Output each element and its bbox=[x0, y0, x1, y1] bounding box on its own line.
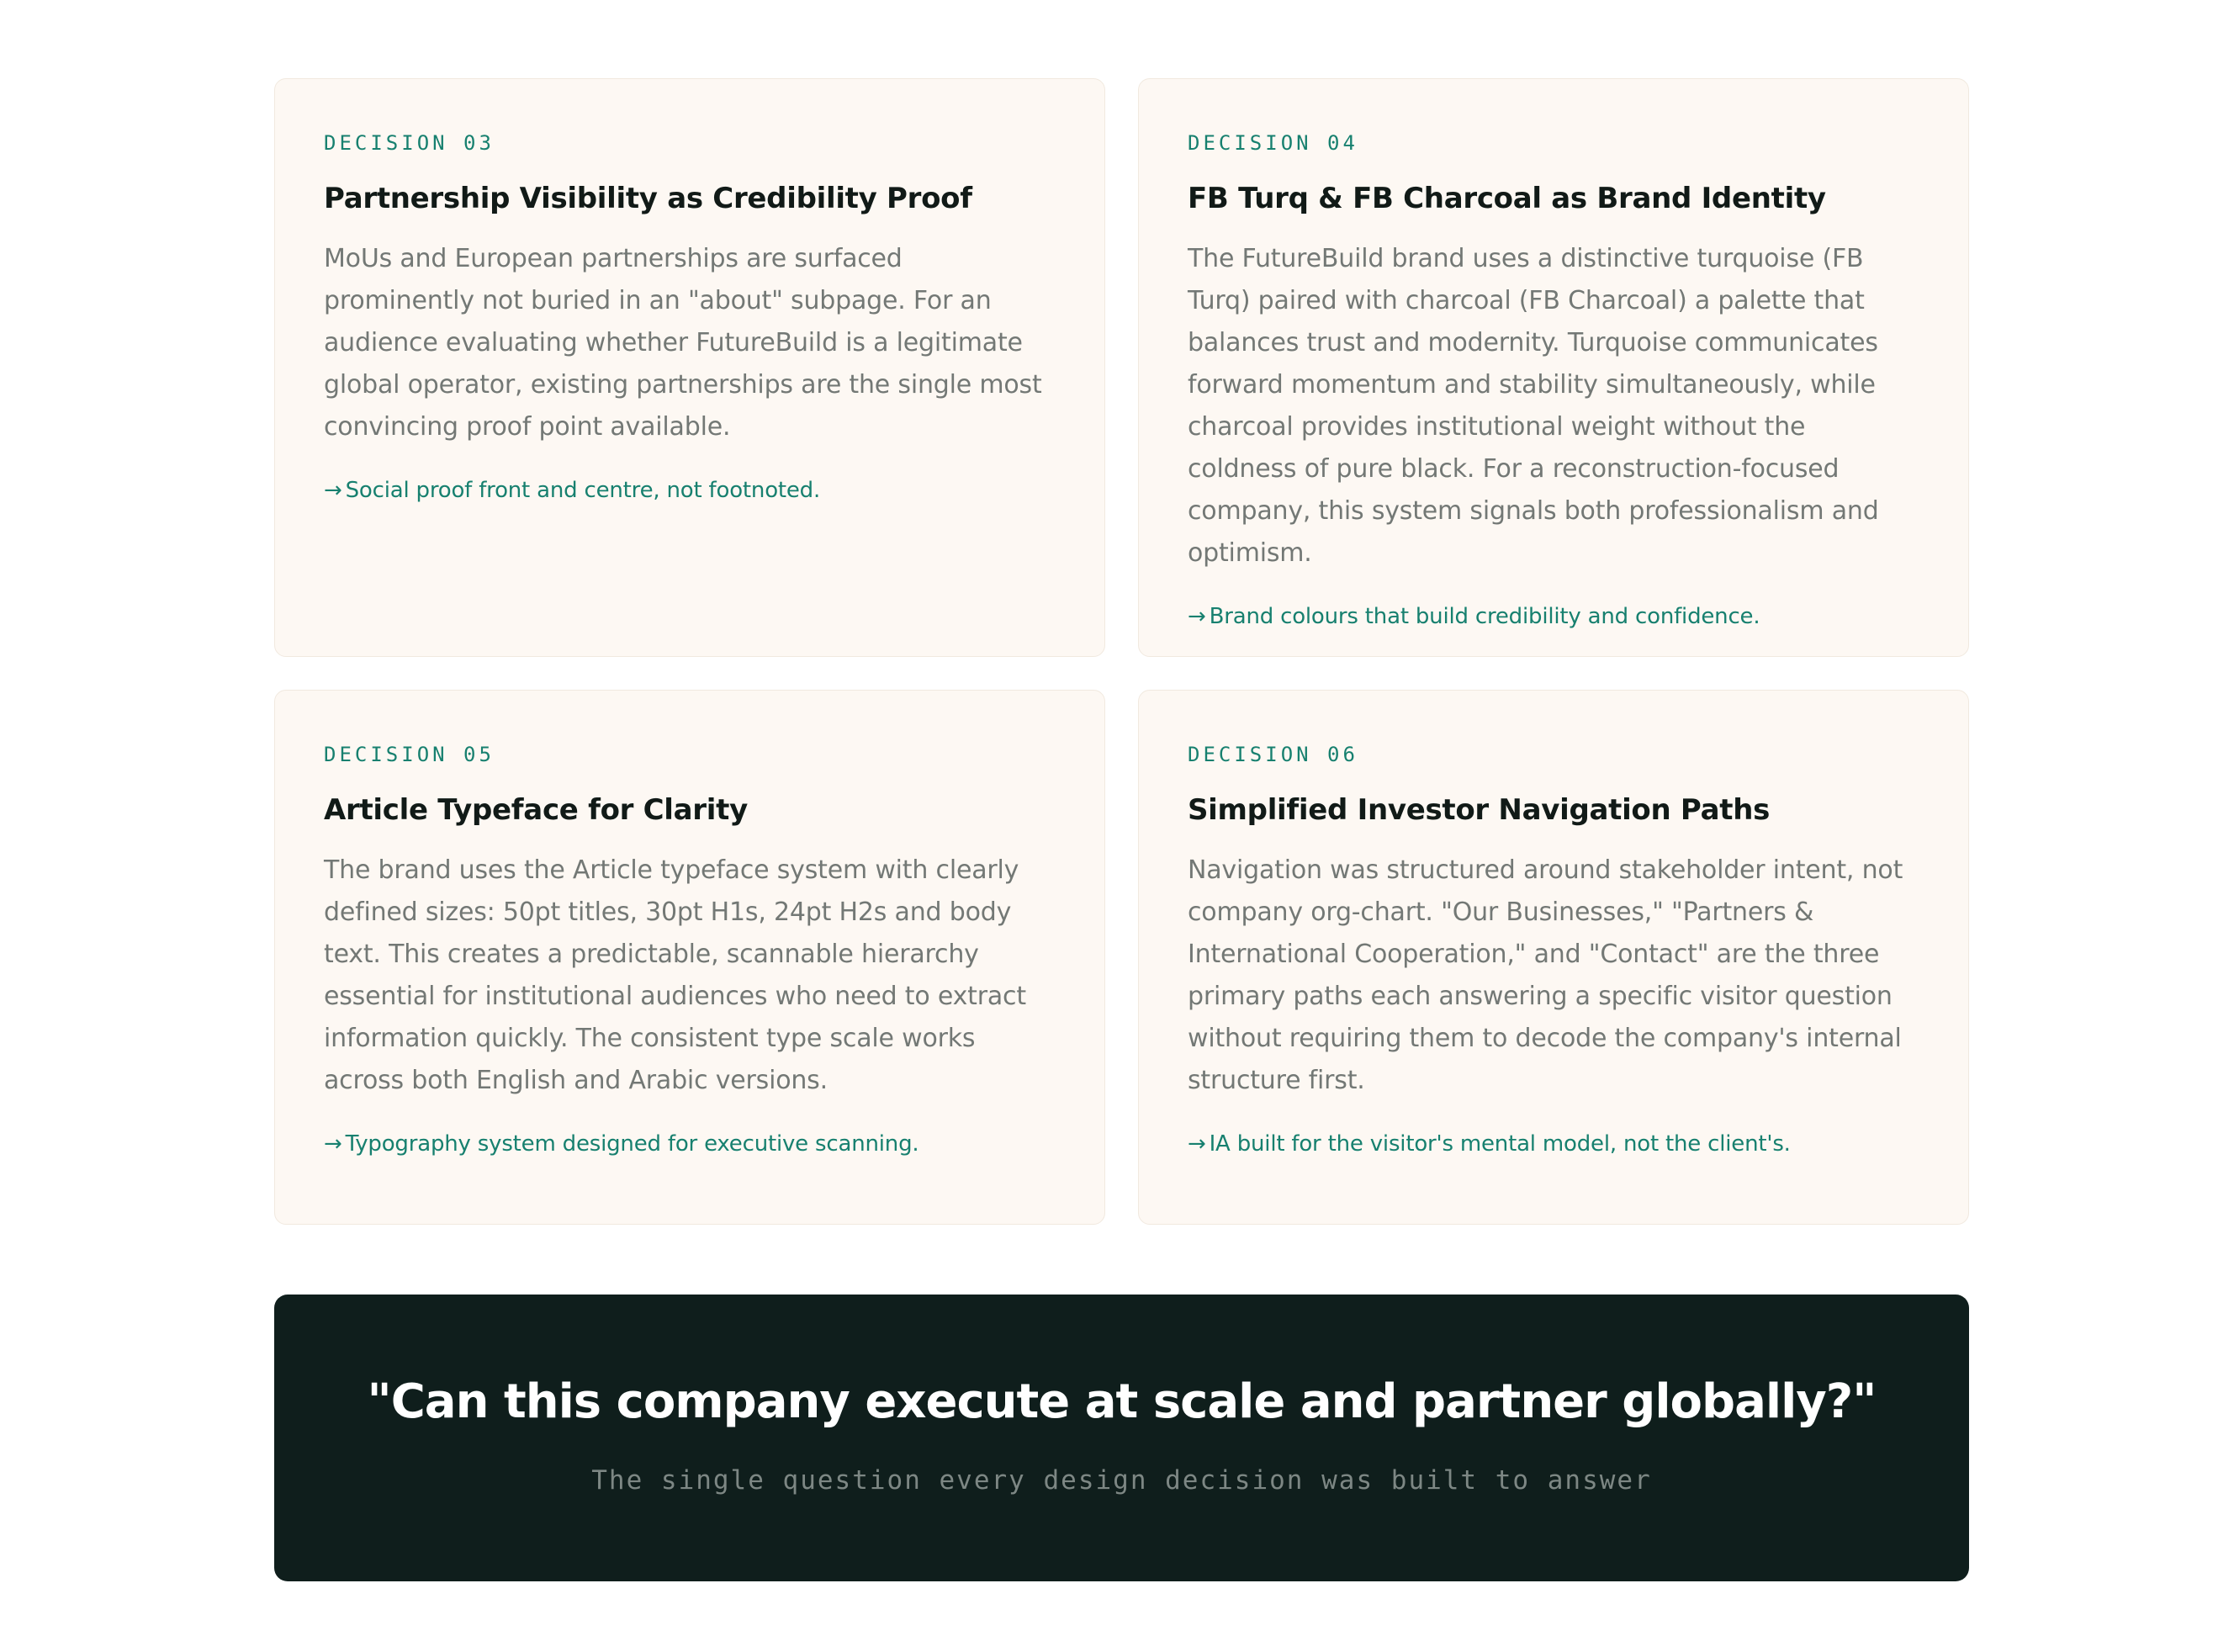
decision-title: Simplified Investor Navigation Paths bbox=[1188, 793, 1771, 827]
decision-title: FB Turq & FB Charcoal as Brand Identity bbox=[1188, 182, 1826, 215]
decision-title: Partnership Visibility as Credibility Proof bbox=[324, 182, 972, 215]
arrow-right-icon: → bbox=[1188, 603, 1206, 629]
decision-body: Navigation was structured around stakeholder intent, not company org-chart. "Our Businesses," "Partners & International Cooperation," and "Contact" are the three primary paths each answering a specific visitor question without requiring them to decode the company's internal structure first. bbox=[1188, 855, 1903, 1095]
decision-label: DECISION 03 bbox=[324, 131, 495, 155]
decisions-grid bbox=[274, 78, 1969, 1225]
decision-body: The FutureBuild brand uses a distinctive turquoise (FB Turq) paired with charcoal (FB Charcoal) a palette that balances trust and modernity. Turquoise communicates forward momentum and stability simultaneously, while charcoal provides institutional weight without the coldness of pure black. For a reconstruction-focused company, this system signals both professionalism and optimism. bbox=[1188, 243, 1879, 568]
decision-label: DECISION 05 bbox=[324, 743, 495, 766]
decision-card-05 bbox=[274, 690, 1105, 1225]
arrow-right-icon: → bbox=[324, 1130, 342, 1157]
decision-note-text: Social proof front and centre, not footnoted. bbox=[345, 477, 821, 503]
decision-card-06 bbox=[1138, 690, 1969, 1225]
decision-title: Article Typeface for Clarity bbox=[324, 793, 748, 827]
decision-label: DECISION 04 bbox=[1188, 131, 1358, 155]
arrow-right-icon: → bbox=[324, 477, 342, 503]
decision-card-03 bbox=[274, 78, 1105, 657]
decision-label: DECISION 06 bbox=[1188, 743, 1358, 766]
decision-note bbox=[1188, 1130, 1919, 1159]
decision-body: The brand uses the Article typeface system with clearly defined sizes: 50pt titles, 30pt H1s, 24pt H2s and body text. This creates a predictable, scannable hierarchy essential for institutional audiences who need to extract information quickly. The consistent type scale works across both English and Arabic versions. bbox=[324, 855, 1026, 1095]
key-question-caption: The single question every design decision was built to answer bbox=[591, 1465, 1652, 1496]
decision-note-text: Typography system designed for executive scanning. bbox=[345, 1130, 919, 1157]
decision-body: MoUs and European partnerships are surfaced prominently not buried in an "about" subpage. For an audience evaluating whether FutureBuild is a legitimate global operator, existing partnerships are the single most convincing proof point available. bbox=[324, 243, 1042, 442]
decision-card-04 bbox=[1138, 78, 1969, 657]
key-question-banner bbox=[274, 1295, 1969, 1581]
decision-note-text: Brand colours that build credibility and confidence. bbox=[1209, 603, 1760, 629]
decision-note bbox=[324, 1130, 1056, 1159]
arrow-right-icon: → bbox=[1188, 1130, 1206, 1157]
decision-note bbox=[324, 477, 1056, 506]
key-question: "Can this company execute at scale and partner globally?" bbox=[367, 1374, 1877, 1429]
decision-note-text: IA built for the visitor's mental model, not the client's. bbox=[1209, 1130, 1791, 1157]
decision-note bbox=[1188, 603, 1919, 632]
